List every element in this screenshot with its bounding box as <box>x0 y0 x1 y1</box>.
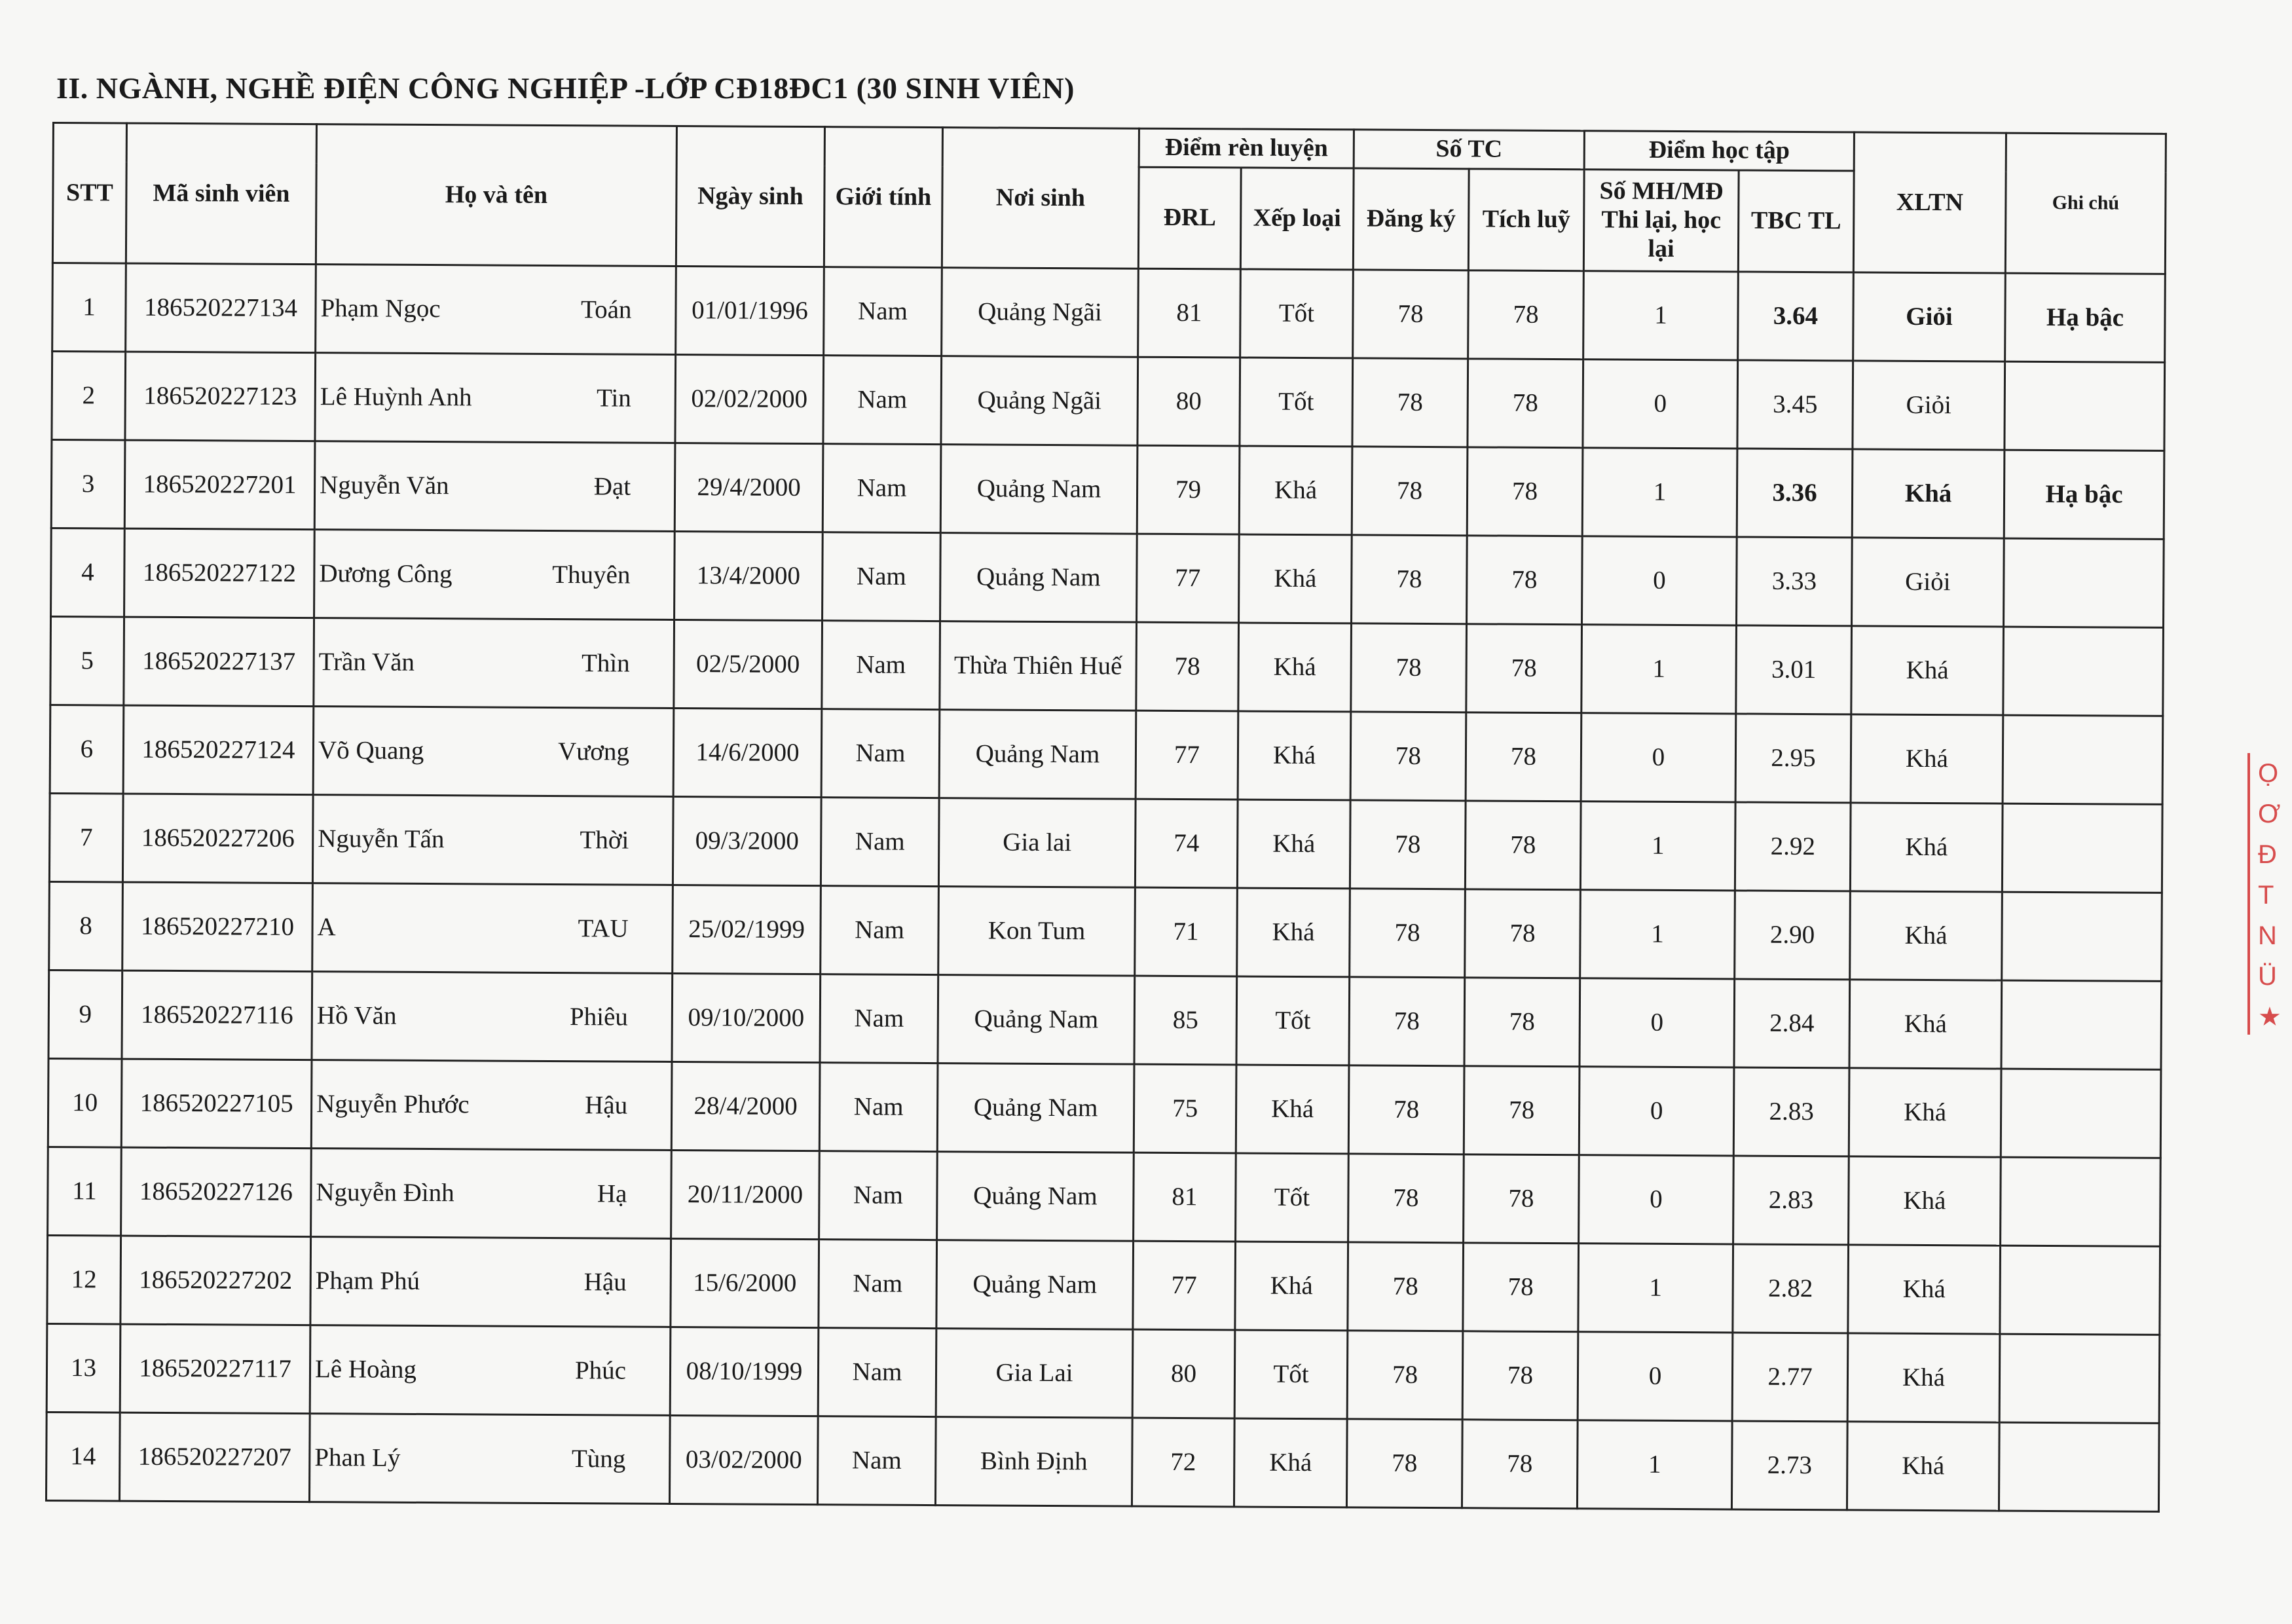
cell-xep-loai: Tốt <box>1240 269 1354 358</box>
cell-tbc-tl: 2.82 <box>1733 1244 1849 1333</box>
cell-ho-ten <box>312 972 673 1062</box>
cell-tbc-tl: 2.73 <box>1731 1421 1847 1510</box>
cell-xltn: Khá <box>1851 714 2003 803</box>
cell-xltn: Khá <box>1847 1422 1999 1511</box>
cell-gioi-tinh: Nam <box>820 974 938 1063</box>
cell-ma-sinh-vien: 186520227122 <box>124 528 315 618</box>
given-name: Hậu <box>585 1090 628 1120</box>
cell-tich-luy: 78 <box>1468 270 1584 360</box>
cell-stt: 4 <box>51 528 125 617</box>
cell-ho-ten <box>314 530 675 620</box>
cell-gioi-tinh: Nam <box>819 1151 938 1240</box>
cell-gioi-tinh: Nam <box>819 1063 938 1152</box>
cell-tbc-tl: 2.92 <box>1735 802 1851 891</box>
cell-tbc-tl: 3.33 <box>1737 537 1853 626</box>
cell-gioi-tinh: Nam <box>824 267 942 356</box>
cell-noi-sinh: Kon Tum <box>938 887 1136 976</box>
cell-ma-sinh-vien: 186520227124 <box>123 705 314 795</box>
cell-drl: 80 <box>1137 357 1240 446</box>
cell-dang-ky: 78 <box>1350 889 1466 978</box>
cell-drl: 72 <box>1132 1418 1234 1507</box>
cell-so-mh: 0 <box>1580 978 1735 1067</box>
cell-ho-ten <box>314 618 675 709</box>
cell-ghi-chu <box>1999 1422 2159 1511</box>
cell-stt: 8 <box>49 881 123 970</box>
cell-xep-loai: Tốt <box>1236 976 1350 1065</box>
table-row <box>50 616 2164 716</box>
family-middle-name: Phạm Phú <box>315 1266 420 1295</box>
cell-noi-sinh: Quảng Nam <box>937 1063 1134 1153</box>
header-gioi-tinh: Giới tính <box>824 127 942 268</box>
cell-ghi-chu: Hạ bậc <box>2004 450 2164 539</box>
header-noi-sinh: Nơi sinh <box>942 128 1139 269</box>
cell-ghi-chu <box>2003 627 2164 716</box>
cell-gioi-tinh: Nam <box>823 532 941 621</box>
cell-so-mh: 1 <box>1581 625 1737 714</box>
header-diem-hoc-tap: Điểm học tập <box>1584 131 1854 171</box>
given-name: Hạ <box>597 1179 627 1208</box>
cell-ho-ten <box>315 353 676 443</box>
cell-tich-luy: 78 <box>1462 1420 1578 1509</box>
header-tbc-tl: TBC TL <box>1738 170 1854 272</box>
cell-ghi-chu <box>2003 715 2163 804</box>
cell-dang-ky: 78 <box>1348 1242 1464 1331</box>
family-middle-name: Nguyễn Đình <box>316 1177 454 1207</box>
student-results-table <box>45 122 2167 1513</box>
family-middle-name: Lê Hoàng <box>314 1354 417 1384</box>
cell-xltn: Giỏi <box>1852 538 2005 627</box>
cell-ho-ten <box>311 1149 672 1239</box>
table-row <box>46 1412 2159 1511</box>
cell-tich-luy: 78 <box>1462 1331 1578 1420</box>
cell-stt: 12 <box>47 1235 121 1324</box>
given-name: Vương <box>557 737 630 766</box>
header-stt: STT <box>52 123 126 264</box>
cell-stt: 9 <box>48 970 122 1059</box>
given-name: TAU <box>578 913 629 943</box>
cell-xep-loai: Tốt <box>1236 1153 1349 1242</box>
table-row <box>51 528 2164 627</box>
cell-drl: 79 <box>1137 445 1240 534</box>
cell-so-mh: 1 <box>1577 1420 1732 1509</box>
cell-tich-luy: 78 <box>1464 978 1580 1067</box>
cell-gioi-tinh: Nam <box>818 1328 936 1417</box>
family-middle-name: Nguyễn Văn <box>319 470 449 500</box>
cell-tbc-tl: 3.01 <box>1736 625 1852 714</box>
cell-noi-sinh: Quảng Nam <box>936 1240 1134 1330</box>
cell-stt: 2 <box>52 352 126 441</box>
header-dang-ky: Đăng ký <box>1353 168 1469 270</box>
cell-tbc-tl: 2.83 <box>1733 1156 1849 1245</box>
cell-tbc-tl: 3.36 <box>1737 449 1853 538</box>
cell-tbc-tl: 2.90 <box>1735 891 1851 980</box>
cell-xep-loai: Khá <box>1239 534 1352 623</box>
cell-drl: 77 <box>1137 534 1240 623</box>
table-row <box>48 970 2162 1069</box>
cell-xep-loai: Khá <box>1236 1065 1349 1154</box>
header-row-1 <box>53 123 2166 173</box>
family-middle-name: Nguyễn Phước <box>316 1089 470 1118</box>
cell-so-mh: 1 <box>1583 271 1739 360</box>
cell-xep-loai: Khá <box>1238 711 1351 800</box>
cell-ghi-chu <box>2002 803 2162 893</box>
cell-ho-ten <box>314 441 675 532</box>
family-middle-name: Lê Huỳnh Anh <box>320 382 472 411</box>
cell-xltn: Khá <box>1851 626 2004 715</box>
family-middle-name: Nguyễn Tấn <box>318 824 445 853</box>
cell-gioi-tinh: Nam <box>821 886 939 975</box>
cell-noi-sinh: Quảng Ngãi <box>941 356 1138 446</box>
cell-drl: 85 <box>1134 976 1237 1065</box>
cell-tbc-tl: 2.95 <box>1735 714 1851 803</box>
given-name: Thuyên <box>552 560 631 589</box>
header-xltn: XLTN <box>1853 132 2006 273</box>
header-ma-sinh-vien: Mã sinh viên <box>126 123 316 265</box>
cell-ghi-chu <box>2005 361 2165 451</box>
red-stamp-fragment: Ọ Ơ Đ T N Ü ★ <box>2247 753 2292 1035</box>
cell-noi-sinh: Quảng Nam <box>937 1152 1134 1242</box>
header-drl: ĐRL <box>1138 167 1241 269</box>
cell-ghi-chu <box>1999 1334 2160 1423</box>
table-row <box>48 1147 2161 1246</box>
cell-ho-ten <box>309 1414 670 1504</box>
family-middle-name: Hồ Văn <box>316 1001 397 1030</box>
cell-drl: 77 <box>1136 710 1238 800</box>
cell-noi-sinh: Quảng Nam <box>940 445 1137 534</box>
cell-ngay-sinh: 03/02/2000 <box>669 1415 818 1504</box>
section-title: II. NGÀNH, NGHỀ ĐIỆN CÔNG NGHIỆP -LỚP CĐ18ĐC1 (30 SINH VIÊN) <box>56 71 1075 105</box>
cell-tich-luy: 78 <box>1465 889 1581 978</box>
header-ghi-chu: Ghi chú <box>2005 133 2166 274</box>
cell-ma-sinh-vien: 186520227105 <box>121 1059 312 1149</box>
cell-drl: 71 <box>1135 887 1238 976</box>
cell-xltn: Khá <box>1850 803 2003 892</box>
cell-tich-luy: 78 <box>1467 447 1583 536</box>
cell-stt: 7 <box>49 793 123 882</box>
cell-tich-luy: 78 <box>1464 1066 1580 1155</box>
cell-so-mh: 0 <box>1579 1155 1734 1244</box>
cell-so-mh: 1 <box>1580 802 1735 891</box>
cell-xep-loai: Tốt <box>1240 358 1353 447</box>
cell-dang-ky: 78 <box>1347 1331 1463 1420</box>
cell-xltn: Khá <box>1852 449 2005 538</box>
family-middle-name: Dương Công <box>319 559 453 588</box>
cell-ghi-chu <box>2000 1246 2160 1335</box>
cell-ho-ten <box>312 795 673 885</box>
cell-drl: 81 <box>1134 1153 1236 1242</box>
cell-xep-loai: Khá <box>1237 888 1350 977</box>
cell-noi-sinh: Gia Lai <box>936 1329 1133 1418</box>
cell-dang-ky: 78 <box>1352 447 1468 536</box>
cell-so-mh: 1 <box>1578 1244 1733 1333</box>
cell-stt: 6 <box>50 705 124 794</box>
cell-ma-sinh-vien: 186520227123 <box>125 352 316 441</box>
cell-ngay-sinh: 14/6/2000 <box>673 708 822 797</box>
cell-gioi-tinh: Nam <box>821 709 940 798</box>
cell-stt: 13 <box>46 1323 120 1412</box>
cell-ghi-chu: Hạ bậc <box>2005 273 2166 362</box>
header-xep-loai: Xếp loại <box>1240 168 1354 270</box>
cell-ngay-sinh: 08/10/1999 <box>670 1327 819 1416</box>
cell-xltn: Khá <box>1850 891 2003 980</box>
cell-ma-sinh-vien: 186520227134 <box>126 263 316 353</box>
cell-xltn: Khá <box>1849 1156 2001 1246</box>
given-name: Thìn <box>581 648 630 678</box>
header-so-mh-thi-lai: Số MH/MĐ Thi lại, học lại <box>1583 170 1739 272</box>
cell-ghi-chu <box>2001 980 2162 1069</box>
cell-xltn: Giỏi <box>1853 361 2005 450</box>
cell-ma-sinh-vien: 186520227210 <box>122 882 313 972</box>
cell-ma-sinh-vien: 186520227117 <box>120 1324 310 1414</box>
family-middle-name: Trần Văn <box>318 647 415 676</box>
cell-ngay-sinh: 28/4/2000 <box>671 1061 820 1151</box>
cell-ma-sinh-vien: 186520227206 <box>122 794 313 883</box>
cell-ho-ten <box>313 707 674 797</box>
cell-dang-ky: 78 <box>1352 535 1468 624</box>
cell-ma-sinh-vien: 186520227137 <box>124 617 314 707</box>
table-row <box>47 1235 2160 1335</box>
cell-so-mh: 0 <box>1579 1067 1734 1156</box>
given-name: Tin <box>596 383 631 413</box>
cell-dang-ky: 78 <box>1350 800 1466 889</box>
cell-stt: 11 <box>48 1147 122 1236</box>
cell-drl: 81 <box>1138 268 1241 358</box>
cell-gioi-tinh: Nam <box>822 621 940 710</box>
cell-stt: 14 <box>46 1412 120 1501</box>
cell-ngay-sinh: 09/3/2000 <box>673 796 821 885</box>
cell-xep-loai: Khá <box>1238 623 1352 712</box>
header-so-tc: Số TC <box>1354 130 1584 170</box>
given-name: Phiêu <box>569 1002 628 1031</box>
cell-tich-luy: 78 <box>1467 536 1583 625</box>
cell-ngay-sinh: 09/10/2000 <box>672 973 821 1062</box>
cell-dang-ky: 78 <box>1353 270 1469 359</box>
cell-tich-luy: 78 <box>1466 624 1582 713</box>
cell-dang-ky: 78 <box>1348 1154 1464 1243</box>
cell-noi-sinh: Thừa Thiên Huế <box>940 621 1137 711</box>
cell-ghi-chu <box>2001 1157 2161 1246</box>
table-body <box>46 263 2165 1512</box>
cell-ngay-sinh: 01/01/1996 <box>676 266 824 355</box>
cell-dang-ky: 78 <box>1352 358 1468 447</box>
cell-ma-sinh-vien: 186520227207 <box>119 1412 310 1502</box>
table-row <box>52 263 2166 363</box>
cell-tbc-tl: 2.77 <box>1732 1333 1848 1422</box>
cell-ngay-sinh: 13/4/2000 <box>675 531 823 620</box>
cell-xep-loai: Khá <box>1239 446 1352 535</box>
cell-tbc-tl: 3.64 <box>1738 272 1854 361</box>
cell-tbc-tl: 2.84 <box>1734 979 1850 1068</box>
cell-tbc-tl: 3.45 <box>1737 360 1853 449</box>
cell-gioi-tinh: Nam <box>817 1416 936 1505</box>
cell-noi-sinh: Bình Định <box>935 1417 1132 1507</box>
cell-noi-sinh: Quảng Nam <box>939 710 1136 800</box>
cell-ghi-chu <box>2004 538 2164 627</box>
cell-xep-loai: Khá <box>1235 1242 1348 1331</box>
table-row <box>52 352 2165 451</box>
cell-ho-ten <box>310 1237 671 1327</box>
cell-xltn: Khá <box>1848 1245 2001 1334</box>
cell-ngay-sinh: 25/02/1999 <box>673 885 821 974</box>
cell-ma-sinh-vien: 186520227116 <box>122 970 312 1060</box>
table-row <box>50 705 2163 804</box>
cell-ma-sinh-vien: 186520227201 <box>124 440 315 530</box>
cell-ho-ten <box>316 265 676 355</box>
cell-xltn: Khá <box>1849 980 2002 1069</box>
given-name: Toán <box>580 295 632 324</box>
family-middle-name: Võ Quang <box>318 735 424 765</box>
given-name: Tùng <box>571 1444 626 1473</box>
cell-dang-ky: 78 <box>1351 623 1467 712</box>
family-middle-name: A <box>317 912 336 941</box>
cell-xltn: Giỏi <box>1853 272 2006 361</box>
cell-xltn: Khá <box>1849 1068 2001 1157</box>
cell-noi-sinh: Quảng Nam <box>940 533 1137 623</box>
cell-ngay-sinh: 02/02/2000 <box>675 354 824 443</box>
table-row <box>48 1058 2161 1158</box>
cell-ngay-sinh: 02/5/2000 <box>674 619 823 709</box>
table-row <box>49 881 2162 981</box>
cell-gioi-tinh: Nam <box>823 444 941 533</box>
cell-tich-luy: 78 <box>1465 801 1581 890</box>
cell-ho-ten <box>310 1325 671 1416</box>
cell-drl: 75 <box>1134 1064 1236 1153</box>
table-row <box>49 793 2162 893</box>
cell-xep-loai: Khá <box>1234 1418 1347 1507</box>
cell-noi-sinh: Quảng Ngãi <box>942 268 1139 358</box>
cell-stt: 10 <box>48 1058 122 1147</box>
cell-gioi-tinh: Nam <box>823 356 942 445</box>
cell-ma-sinh-vien: 186520227126 <box>121 1147 312 1237</box>
cell-drl: 78 <box>1136 622 1239 711</box>
cell-tich-luy: 78 <box>1466 712 1581 802</box>
cell-gioi-tinh: Nam <box>821 798 939 887</box>
cell-dang-ky: 78 <box>1346 1419 1462 1508</box>
cell-tich-luy: 78 <box>1468 359 1583 448</box>
cell-so-mh: 0 <box>1583 360 1738 449</box>
cell-dang-ky: 78 <box>1349 977 1465 1066</box>
cell-tbc-tl: 2.83 <box>1733 1067 1849 1156</box>
family-middle-name: Phan Lý <box>314 1443 401 1472</box>
cell-so-mh: 1 <box>1580 890 1735 979</box>
cell-so-mh: 0 <box>1582 536 1737 625</box>
cell-noi-sinh: Quảng Nam <box>938 975 1135 1065</box>
header-diem-ren-luyen: Điểm rèn luyện <box>1139 128 1354 168</box>
cell-gioi-tinh: Nam <box>819 1240 937 1329</box>
cell-tich-luy: 78 <box>1464 1154 1580 1244</box>
cell-xltn: Khá <box>1847 1333 2000 1422</box>
cell-so-mh: 0 <box>1581 713 1736 802</box>
table-row <box>46 1323 2160 1423</box>
header-tich-luy: Tích luỹ <box>1468 169 1584 271</box>
cell-ho-ten <box>311 1060 672 1151</box>
cell-so-mh: 0 <box>1578 1332 1733 1421</box>
cell-xep-loai: Tốt <box>1234 1330 1348 1419</box>
given-name: Đạt <box>593 471 631 501</box>
cell-stt: 5 <box>50 616 124 705</box>
table-row <box>51 440 2164 540</box>
given-name: Hậu <box>583 1267 627 1297</box>
given-name: Thời <box>580 825 629 855</box>
cell-drl: 74 <box>1135 799 1238 888</box>
cell-ghi-chu <box>2001 1069 2161 1158</box>
cell-dang-ky: 78 <box>1348 1065 1464 1154</box>
cell-stt: 3 <box>51 440 125 529</box>
cell-drl: 77 <box>1133 1241 1236 1330</box>
cell-ghi-chu <box>2002 892 2162 981</box>
cell-drl: 80 <box>1132 1329 1235 1418</box>
cell-noi-sinh: Gia lai <box>938 798 1136 888</box>
cell-tich-luy: 78 <box>1463 1243 1579 1332</box>
cell-so-mh: 1 <box>1582 448 1737 537</box>
header-ngay-sinh: Ngày sinh <box>676 126 824 267</box>
cell-dang-ky: 78 <box>1350 712 1466 801</box>
family-middle-name: Phạm Ngọc <box>320 293 441 323</box>
header-ho-ten: Họ và tên <box>316 124 676 267</box>
cell-ngay-sinh: 29/4/2000 <box>675 443 823 532</box>
cell-xep-loai: Khá <box>1237 800 1350 889</box>
cell-ma-sinh-vien: 186520227202 <box>120 1236 311 1325</box>
cell-ngay-sinh: 15/6/2000 <box>671 1238 819 1327</box>
cell-stt: 1 <box>52 263 126 352</box>
cell-ngay-sinh: 20/11/2000 <box>671 1150 820 1239</box>
cell-ho-ten <box>312 883 673 974</box>
given-name: Phúc <box>574 1356 627 1385</box>
